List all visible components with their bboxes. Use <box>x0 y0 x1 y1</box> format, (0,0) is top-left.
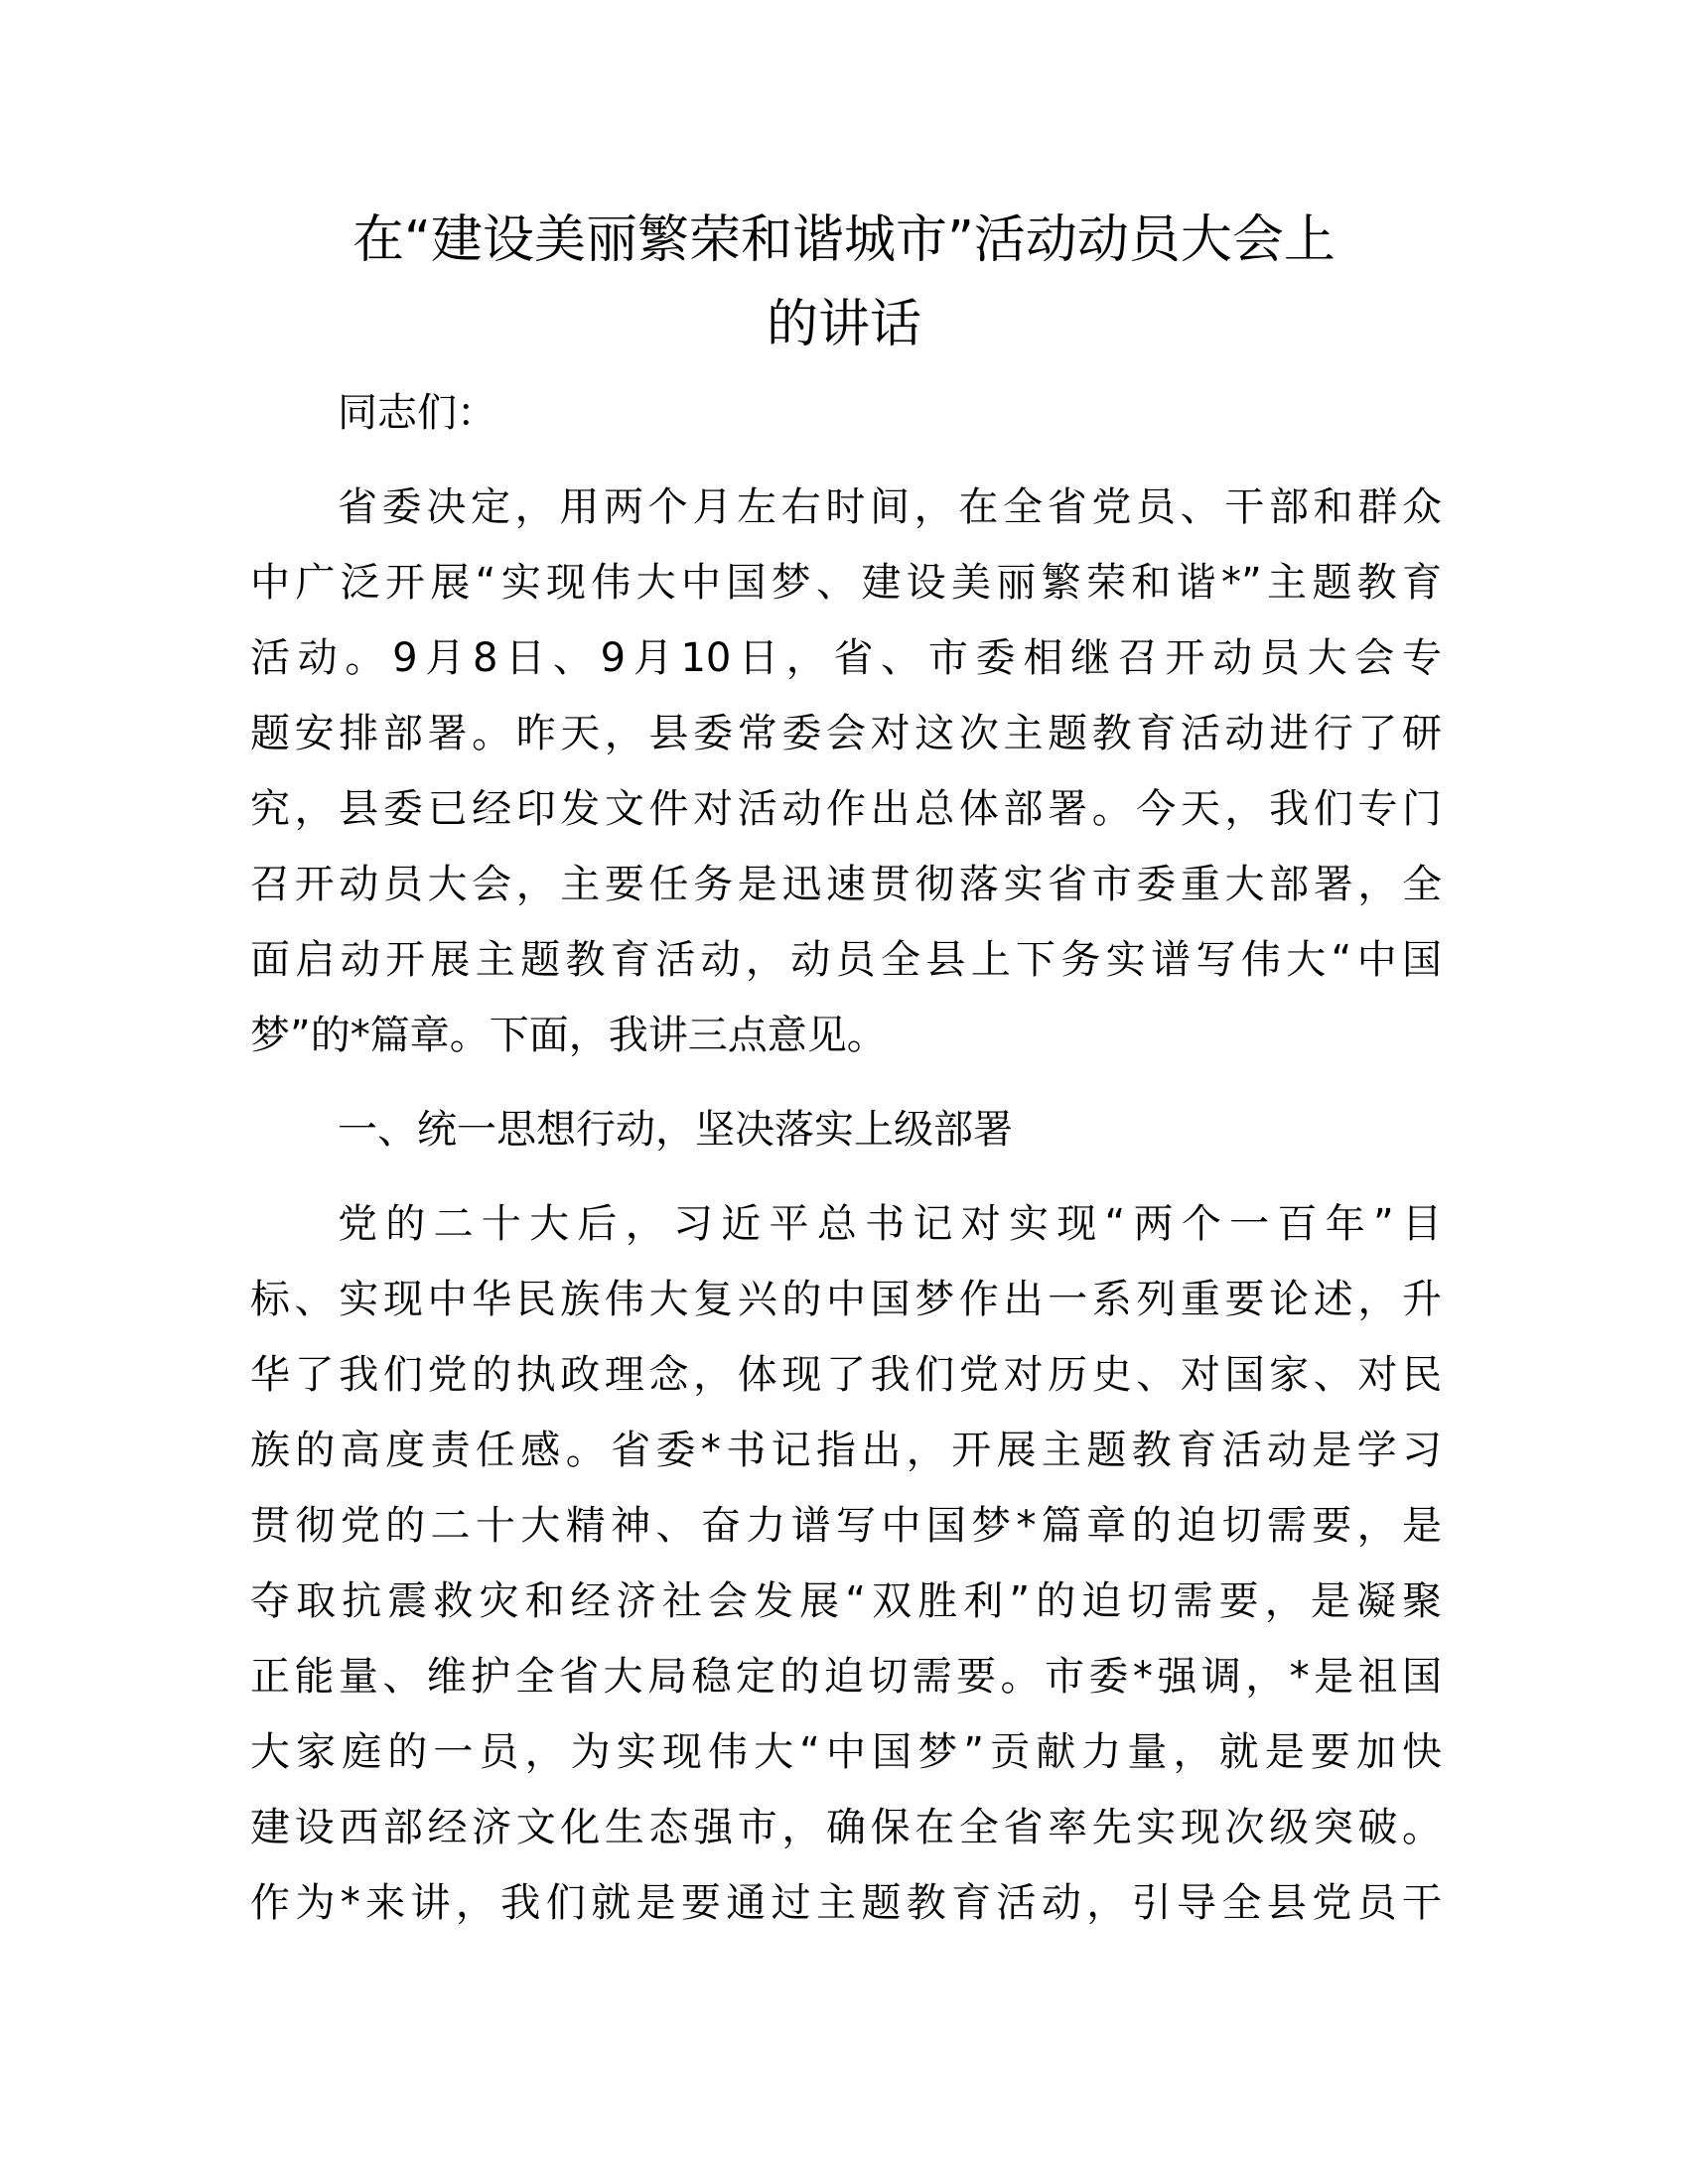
title-line: 的讲话 <box>766 295 921 354</box>
text-line: 题安排部署。昨天，县委常委会对这次主题教育活动进行了研 <box>250 711 1442 756</box>
text-line: 召开动员大会，主要任务是迅速贯彻落实省市委重大部署，全 <box>250 862 1442 907</box>
text-line: 面启动开展主题教育活动，动员全县上下务实谱写伟大“中国 <box>250 937 1442 983</box>
text-line: 夺取抗震救灾和经济社会发展“双胜利”的迫切需要，是凝聚 <box>250 1578 1442 1624</box>
text-line: 标、实现中华民族伟大复兴的中国梦作出一系列重要论述，升 <box>250 1277 1442 1322</box>
document-body <box>250 375 1442 1941</box>
text-line: 华了我们党的执政理念，体现了我们党对历史、对国家、对民 <box>250 1352 1442 1398</box>
text-line: 族的高度责任感。省委*书记指出，开展主题教育活动是学习 <box>250 1428 1442 1473</box>
text-line: 梦”的*篇章。下面，我讲三点意见。 <box>250 1013 887 1058</box>
title-line: 在“建设美丽繁荣和谐城市”活动动员大会上 <box>352 210 1336 270</box>
section-heading-1 <box>250 1092 1442 1167</box>
text-line: 建设西部经济文化生态强市，确保在全省率先实现次级突破。 <box>250 1805 1442 1850</box>
section-heading-text: 一、统一思想行动，坚决落实上级部署 <box>338 1107 1013 1153</box>
text-line: 党的二十大后，习近平总书记对实现“两个一百年”目 <box>338 1201 1442 1247</box>
text-line: 究，县委已经印发文件对活动作出总体部署。今天，我们专门 <box>250 786 1442 832</box>
salutation-text: 同志们： <box>338 390 496 436</box>
paragraph-intro <box>250 470 1442 1073</box>
document-title <box>228 199 1460 367</box>
text-line: 正能量、维护全省大局稳定的迫切需要。市委*强调，*是祖国 <box>250 1654 1442 1700</box>
salutation <box>250 375 1442 451</box>
text-line: 作为*来讲，我们就是要通过主题教育活动，引导全县党员干 <box>250 1880 1442 1926</box>
text-line: 活动。9月8日、9月10日，省、市委相继召开动员大会专 <box>250 635 1442 681</box>
text-line: 中广泛开展“实现伟大中国梦、建设美丽繁荣和谐*”主题教育 <box>250 560 1442 606</box>
paragraph-section-1 <box>250 1186 1442 1941</box>
text-line: 贯彻党的二十大精神、奋力谱写中国梦*篇章的迫切需要，是 <box>250 1503 1442 1549</box>
text-line: 省委决定，用两个月左右时间，在全省党员、干部和群众 <box>338 484 1442 530</box>
text-line: 大家庭的一员，为实现伟大“中国梦”贡献力量，就是要加快 <box>250 1729 1442 1775</box>
